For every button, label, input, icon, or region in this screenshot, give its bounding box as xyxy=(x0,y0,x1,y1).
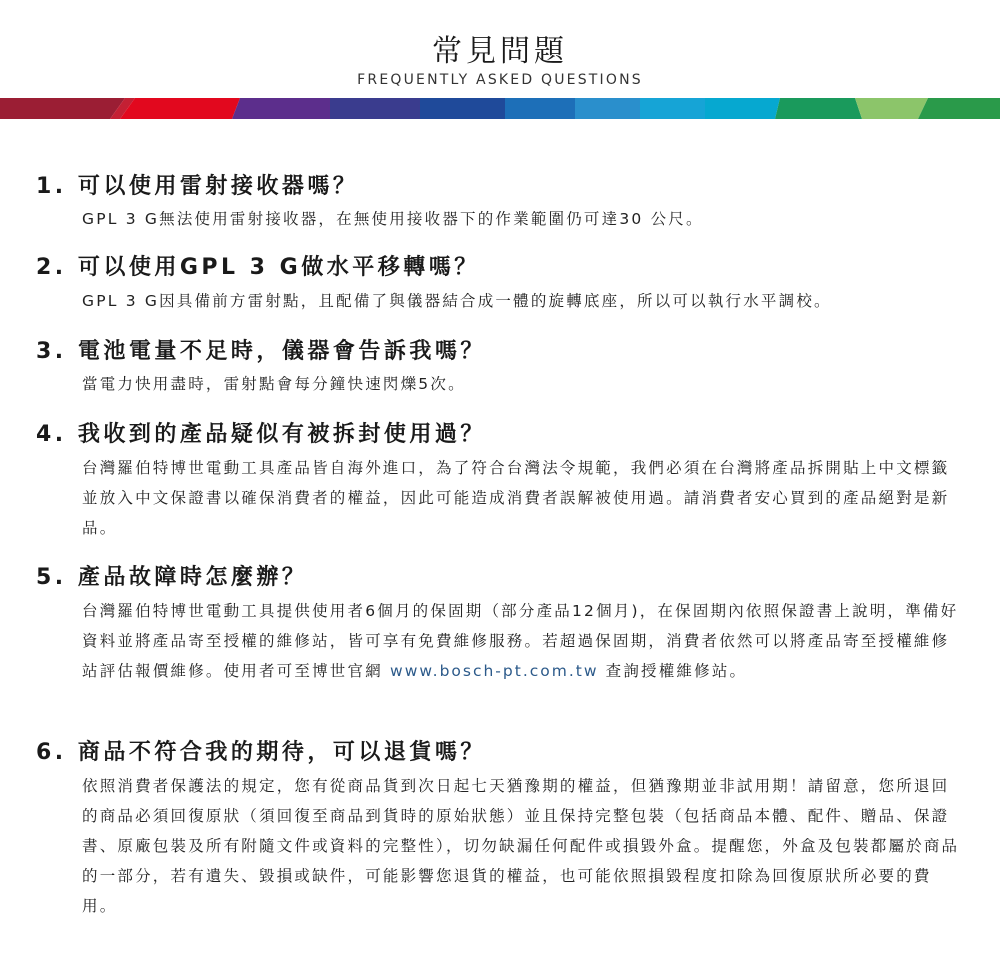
faq-answer xyxy=(82,596,962,686)
faq-question: 5. 產品故障時怎麼辦？ xyxy=(36,565,308,590)
faq-answer: 當電力快用盡時，雷射點會每分鐘快速閃爍5次。 xyxy=(82,375,466,393)
faq-question: 1. 可以使用雷射接收器嗎？ xyxy=(36,174,359,199)
bosch-website-link[interactable]: www.bosch-pt.com.tw xyxy=(390,662,599,680)
color-band xyxy=(0,98,1000,119)
faq-question: 4. 我收到的產品疑似有被拆封使用過？ xyxy=(36,422,486,447)
faq-question: 6. 商品不符合我的期待，可以退貨嗎？ xyxy=(36,740,486,765)
band-segment xyxy=(505,98,575,119)
faq-answer: GPL 3 G因具備前方雷射點，且配備了與儀器結合成一體的旋轉底座，所以可以執行水平調校。 xyxy=(82,292,832,310)
band-segment xyxy=(0,98,125,119)
page-subtitle: FREQUENTLY ASKED QUESTIONS xyxy=(357,72,643,88)
faq-answer: 依照消費者保護法的規定，您有從商品貨到次日起七天猶豫期的權益，但猶豫期並非試用期！請留意，您所退回的商品必須回復原狀（須回復至商品到貨時的原始狀態）並且保持完整包裝（包括商品本體、配件、贈品、保證書、原廠包裝及所有附隨文件或資料的完整性），切勿缺漏任何配件或損毀外盒。提醒您，外盒及包裝都屬於商品的一部分，若有遺失、毀損或缺件，可能影響您退貨的權益，也可能依照損毀程度扣除為回復原狀所必要的費用。 xyxy=(82,777,960,915)
band-segment xyxy=(640,98,705,119)
band-segment xyxy=(855,98,928,119)
band-segment xyxy=(232,98,330,119)
band-segment xyxy=(120,98,240,119)
faq-question: 2. 可以使用GPL 3 G做水平移轉嗎？ xyxy=(36,255,480,280)
faq-item xyxy=(36,420,976,543)
band-segment xyxy=(918,98,1000,119)
faq-item xyxy=(36,738,976,921)
faq-question: 3. 電池電量不足時，儀器會告訴我嗎？ xyxy=(36,339,486,364)
band-segment xyxy=(420,98,505,119)
page-title: 常見問題 xyxy=(432,34,568,69)
faq-answer: GPL 3 G無法使用雷射接收器，在無使用接收器下的作業範圍仍可達30 公尺。 xyxy=(82,210,704,228)
band-segment xyxy=(775,98,862,119)
band-segment xyxy=(330,98,420,119)
band-segment xyxy=(705,98,780,119)
faq-item xyxy=(36,337,976,399)
color-band-graphic xyxy=(0,98,1000,119)
faq-item xyxy=(36,253,976,316)
faq-item xyxy=(36,172,976,234)
faq-item xyxy=(36,563,976,686)
faq-answer-text: 查詢授權維修站。 xyxy=(598,662,748,680)
band-segment xyxy=(575,98,640,119)
faq-answer: 台灣羅伯特博世電動工具產品皆自海外進口，為了符合台灣法令規範，我們必須在台灣將產品拆開貼上中文標籤並放入中文保證書以確保消費者的權益，因此可能造成消費者誤解被使用過。請消費者安心買到的產品絕對是新品。 xyxy=(82,459,950,537)
faq-answer-text: 台灣羅伯特博世電動工具提供使用者6個月的保固期（部分產品12個月)，在保固期內依照保證書上說明，準備好資料並將產品寄至授權的維修站，皆可享有免費維修服務。若超過保固期，消費者依然可以將產品寄至授權維修站評估報價維修。使用者可至博世官網 xyxy=(82,602,959,680)
